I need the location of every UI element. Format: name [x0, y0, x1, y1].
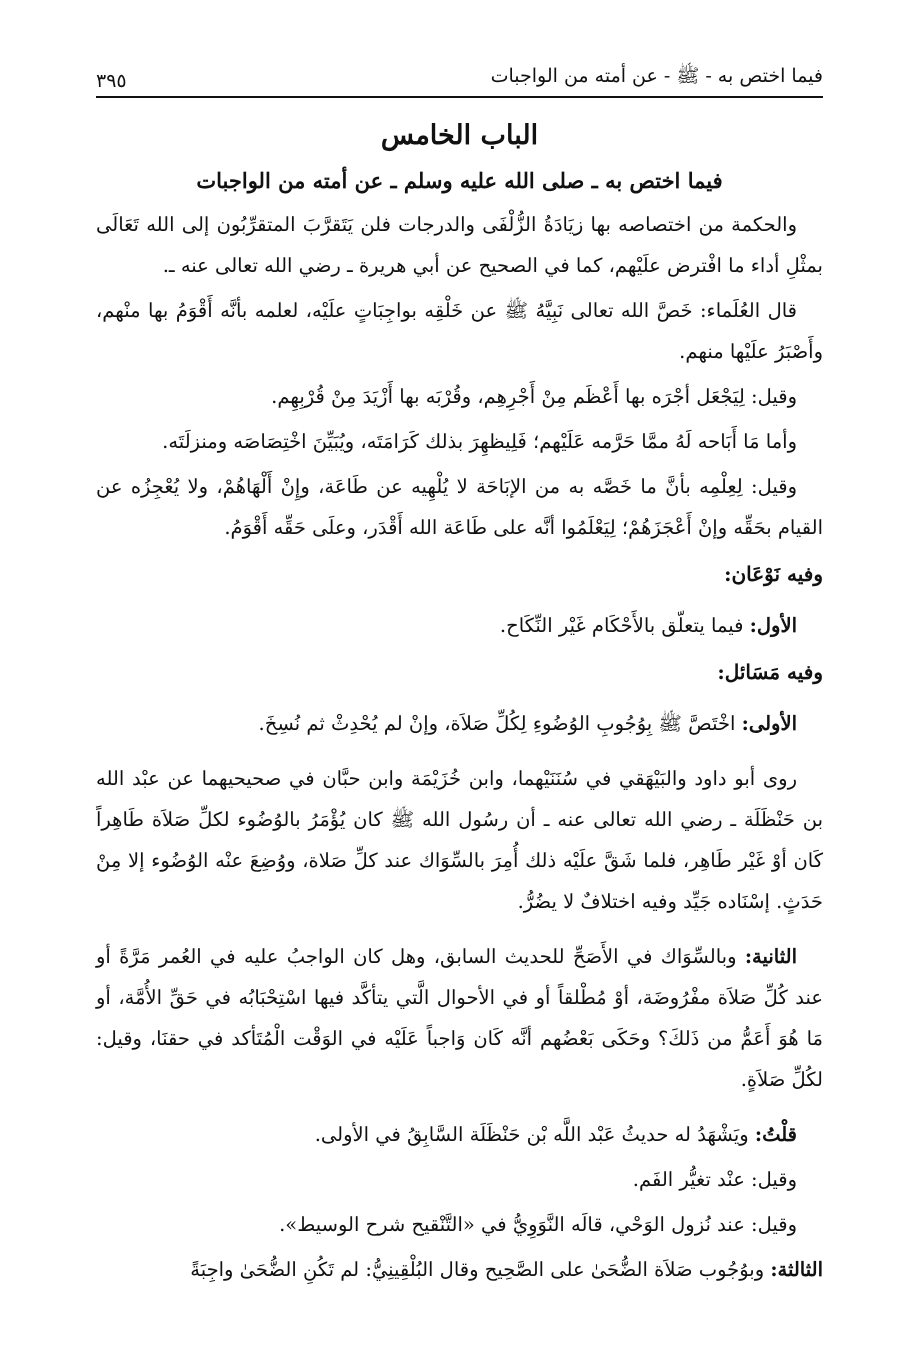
paragraph: وأما مَا أَبَاحه لَهُ ممَّا حَرَّمه عَلَيْهم؛ فَلِيظهِرَ بذلك كَرَامَتَه، ويُبَيِّنَ اخْتِصَاصَه ومنزلَتَه.: [162, 430, 797, 453]
item-text: فيما يتعلّق بالأَحْكَام غَيْر النِّكَاح.: [499, 614, 744, 637]
section-heading: وفيه مَسَائل:: [717, 660, 823, 684]
chapter-title: الباب الخامس: [380, 120, 539, 151]
item-text: وبوُجُوب صَلاَة الضُّحَىٰ على الصَّحِيح وقال البُلْقِينِيُّ: لم تَكُنِ الضُّحَىٰ واجِبَةً: [190, 1258, 765, 1281]
page-header: [96, 58, 823, 92]
paragraph: [96, 1114, 823, 1155]
page-body: [96, 112, 823, 1294]
paragraph: وقيل: لِعِلْمِه بأنَّ ما خَصَّه به من الإبَاحَة لا يُلْهِيه عن طَاعَة، وإِنْ أَلْهَاهُمْ، ولا يُعْجِزُه عن القيام بحَقِّه وإنْ أَعْجَزَهُمْ؛ لِيَعْلَمُوا أنَّه على طَاعَة الله أَقْدَر، وعلَى حَقِّه أَقْوَمُ.: [96, 475, 823, 539]
paragraph: قال العُلَماء: خَصَّ الله تعالى نَبِيَّهُ ﷺ عن خَلْقِه بواجِبَاتٍ علَيْه، لعلمه بأنَّه أَقْوَمُ بها منْهم، وأَصْبَرُ علَيْها منهم.: [96, 299, 823, 363]
running-title: فيما اختص به - ﷺ - عن أمته من الواجبات: [490, 65, 823, 87]
paragraph: [96, 605, 823, 646]
item-label: الثالثة:: [770, 1258, 823, 1281]
item-text: وبالسِّوَاك في الأَصَحِّ للحديث السابق، وهل كان الواجبُ عليه في العُمر مَرَّةً أو عند كُلِّ صَلاَة مفْرُوضَة، أوْ مُطْلقاً أو في الأحوال الَّتي يتأكَّد فيها اسْتِحْبَابُه في حَقِّ الأُمَّة، أو مَا هُوَ أَعَمُّ من ذَلكَ؟ وحَكَى بَعْضُهم أنَّه كَان وَاجباً عَلَيْه في الوَقْت الْمُتَأكد في حقنَا، وقيل: لكُلِّ صَلاَةٍ.: [96, 945, 823, 1091]
paragraph: وقيل: عنْد تغيُّر الفَم.: [632, 1168, 797, 1191]
header-rule: [96, 96, 823, 98]
paragraph: وقيل: عند نُزول الوَحْي، قالَه النَّوَوِيُّ في «التَّنْقيح شرح الوسيط».: [279, 1213, 797, 1236]
item-label: الأولى:: [741, 712, 797, 735]
paragraph: روى أبو داود والبَيْهَقي في سُنَنَيْهما، وابن خُزَيْمَة وابن حبَّان في صحيحيهما عن عبْد الله بن حَنْظَلَة ـ رضي الله تعالى عنه ـ أن رسُول الله ﷺ كان يُؤْمَرُ بالوُضُوء لكلِّ صَلاَة طَاهِراً كَان أوْ غَيْر طَاهِر، فلما شَقَّ علَيْه ذلك أُمِرَ بالسِّوَاك عند كلِّ صَلاة، ووُضِعَ عنْه الوُضُوء إلا مِنْ حَدَثٍ. إسْنَاده جَيِّد وفيه اختلافٌ لا يضُرُّ.: [96, 767, 823, 913]
section-heading: وفيه نَوْعَان:: [724, 562, 823, 586]
paragraph: وقيل: لِيَجْعَل أجْرَه بها أَعْظَم مِنْ أَجْرِهِم، وقُرْبَه بها أَزْيَدَ مِنْ قُرْبِهِم.: [271, 385, 797, 408]
item-label: الثانية:: [744, 945, 797, 968]
chapter-subtitle: فيما اختص به ـ صلى الله عليه وسلم ـ عن أمته من الواجبات: [196, 168, 723, 193]
item-text: اخْتَصَّ ﷺ بِوُجُوبِ الوُضُوءِ لِكُلِّ صَلاَة، وإنْ لم يُحْدِثْ ثم نُسِخَ.: [258, 712, 736, 735]
item-label: قلْتُ:: [754, 1123, 797, 1146]
page-number: ٣٩٥: [96, 70, 127, 92]
paragraph: [96, 1249, 823, 1290]
item-text: ويَشْهَدُ له حديثُ عَبْد اللَّه بْن حَنْظَلَة السَّابِقُ في الأولى.: [314, 1123, 749, 1146]
paragraph: [96, 936, 823, 1100]
paragraph: والحكمة من اختصاصه بها زيَادَةُ الزُّلْفَى والدرجات فلن يَتَقرَّبَ المتقرِّبُون إلى الله تَعَالَى بمثْلِ أداء ما افْترض علَيْهم، كما في الصحيح عن أبي هريرة ـ رضي الله تعالى عنه ـ.: [96, 213, 823, 277]
paragraph: [96, 703, 823, 744]
item-label: الأول:: [749, 614, 797, 637]
